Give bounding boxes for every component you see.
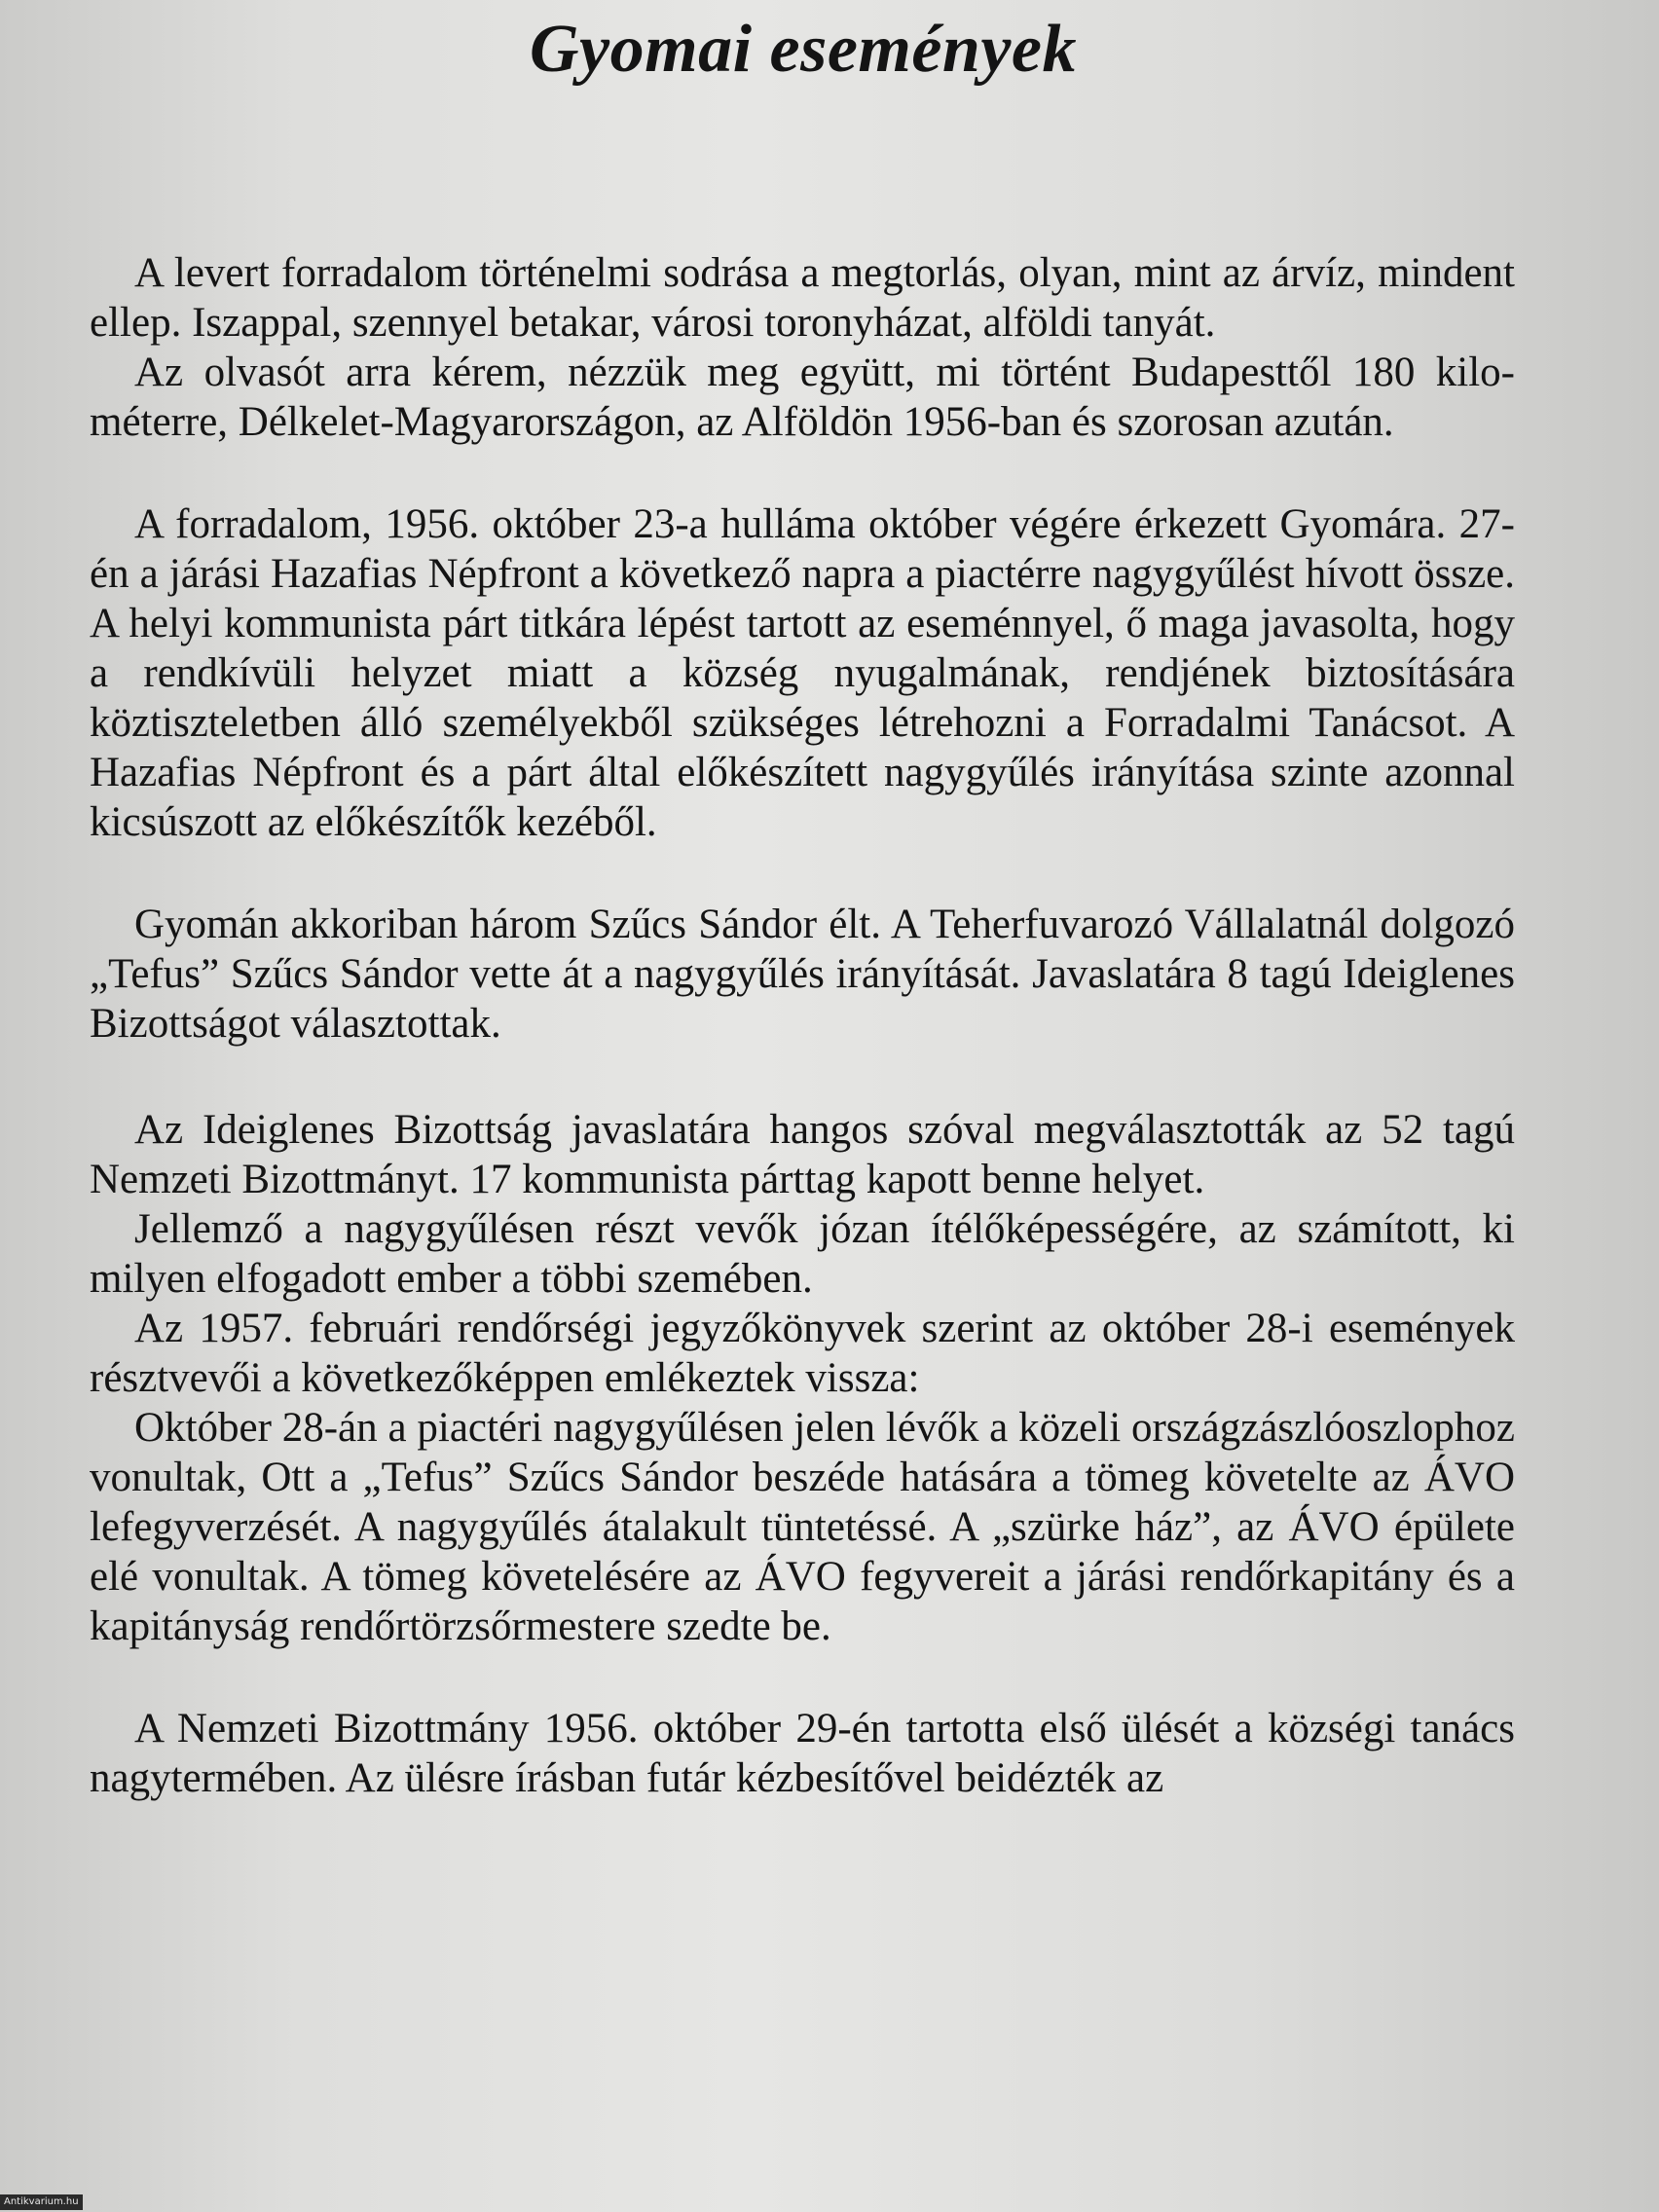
- paragraph-2: Az olvasót arra kérem, nézzük meg együtt, mi történt Budapesttől 180 kilométerre, Délkelet-Magyarországon, az Alföldön 1956-ban és szorosan azután.: [90, 350, 1515, 445]
- paragraph-gap: [90, 447, 1515, 499]
- paragraph-9: A Nemzeti Bizottmány 1956. október 29-én tartotta első ülését a községi tanács nagytermében. Az ülésre írásban futár kézbesítővel beidézték az: [90, 1706, 1515, 1801]
- chapter-title: Gyomai események: [530, 12, 1077, 87]
- paragraph-1: A levert forradalom történelmi sodrása a megtorlás, olyan, mint az árvíz, mindent ellep. Iszappal, szennyel betakar, városi toronyházat, alföldi tanyát.: [90, 250, 1515, 346]
- paragraph-5: Az Ideiglenes Bizottság javaslatára hangos szóval megválasztották az 52 tagú Nemzeti Bizottmányt. 17 kommunista párttag kapott benne helyet.: [90, 1107, 1515, 1202]
- paragraph-6: Jellemző a nagygyűlésen részt vevők józan ítélőképességére, az számított, ki milyen elfogadott ember a többi szemében.: [90, 1206, 1515, 1302]
- watermark-label: Antikvarium.hu: [0, 2194, 83, 2210]
- paragraph-4: Gyomán akkoriban három Szűcs Sándor élt. A Teherfuvarozó Vállalatnál dolgozó „Tefus” Szűcs Sándor vette át a nagygyűlés irányítását. Javaslatára 8 tagú Ideiglenes Bizottságot választottak.: [90, 902, 1515, 1047]
- paragraph-3: A forradalom, 1956. október 23-a hulláma október végére érkezett Gyomára. 27-én a járási Hazafias Népfront a következő napra a piactérre nagygyűlést hívott össze. A helyi kommunista párt titkára lépést tartott az eseménnyel, ő maga javasolta, hogy a rendkívüli helyzet miatt a község nyugalmának, rendjének biztosítására köztiszteletben álló személyekből szükséges létrehozni a Forradalmi Tanácsot. A Hazafias Népfront és a párt által előkészített nagygyűlés irányítása szinte azonnal kicsúszott az előkészítők kezéből.: [90, 501, 1515, 845]
- paragraph-gap: [90, 1651, 1515, 1704]
- body-text: [90, 248, 1515, 1803]
- paragraph-gap: [90, 847, 1515, 900]
- paragraph-gap: [90, 1049, 1515, 1105]
- paragraph-7: Az 1957. februári rendőrségi jegyzőkönyvek szerint az október 28-i események résztvevői a következőképpen emlékeztek vissza:: [90, 1306, 1515, 1401]
- paragraph-8: Október 28-án a piactéri nagygyűlésen jelen lévők a közeli országzászlóoszlophoz vonultak, Ott a „Tefus” Szűcs Sándor beszéde hatására a tömeg követelte az ÁVO lefegyverzését. A nagygyűlés átalakult tüntetéssé. A „szürke ház”, az ÁVO épülete elé vonultak. A tömeg követelésére az ÁVO fegyvereit a járási rendőrkapitány és a kapitányság rendőrtörzsőrmestere szedte be.: [90, 1405, 1515, 1649]
